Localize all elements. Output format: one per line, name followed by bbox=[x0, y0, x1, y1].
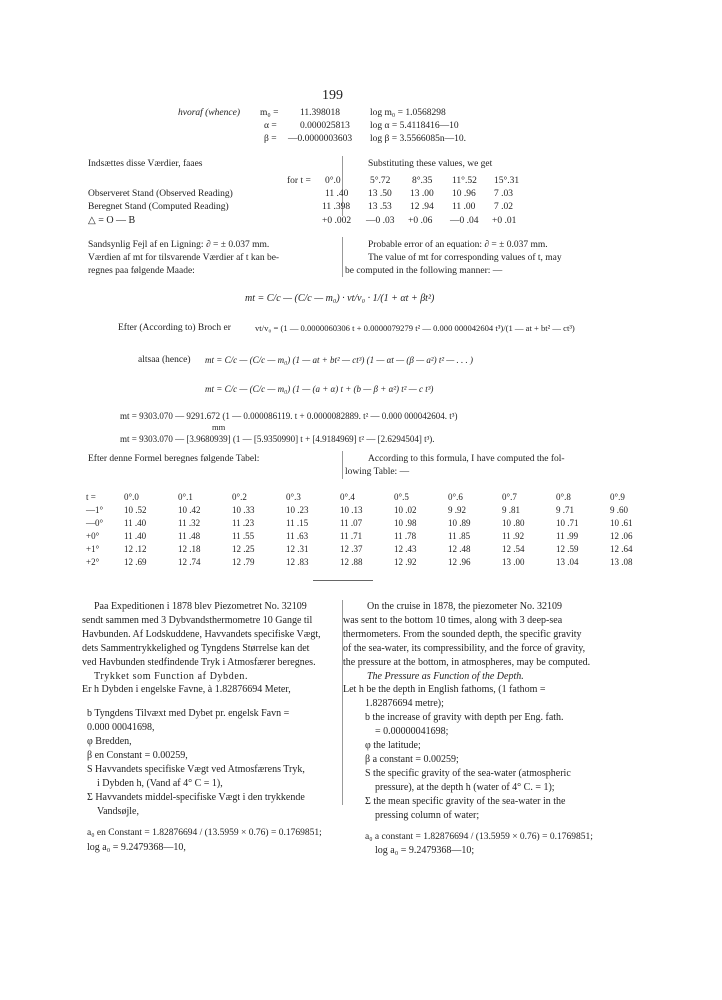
table-cell: 12 .64 bbox=[610, 543, 633, 554]
subst-delta-1: —0 .03 bbox=[366, 216, 395, 226]
table-cell: 13 .00 bbox=[502, 556, 525, 567]
table-cell: 12 .43 bbox=[394, 543, 417, 554]
formula-2: vt/v₀ = (1 — 0.0000060306 t + 0.0000079279 t² — 0.000 000042604 t³)/(1 — at + bt² — ct³) bbox=[255, 323, 575, 333]
table-cell: 12 .54 bbox=[502, 543, 525, 554]
table-cell: 12 .48 bbox=[448, 543, 471, 554]
table-cell: 11 .40 bbox=[124, 530, 147, 541]
probable-dk-1: Sandsynlig Fejl af en Ligning: ∂ = ± 0.037 mm. bbox=[88, 240, 270, 250]
table-cell: 9 .92 bbox=[448, 504, 466, 515]
formula-2-label: Efter (According to) Broch er bbox=[118, 323, 231, 333]
left-p2: sendt sammen med 3 Dybvandsthermometre 10 Gange til bbox=[82, 614, 313, 626]
table-header-cell: 0°.5 bbox=[394, 491, 409, 502]
right-def-Sigma2: pressing column of water; bbox=[375, 809, 480, 821]
left-p4: dets Sammentrykkelighed og Tyngdens Størrelse kan det bbox=[82, 642, 310, 654]
right-def-Sigma1: Σ the mean specific gravity of the sea-water in the bbox=[365, 795, 566, 807]
table-row bbox=[86, 503, 660, 516]
table-header-cell: 0°.0 bbox=[124, 491, 139, 502]
table-row-label: —1° bbox=[86, 504, 104, 515]
table-cell: 11 .15 bbox=[286, 517, 309, 528]
subst-comp-3: 11 .00 bbox=[452, 202, 476, 212]
table-row bbox=[86, 516, 660, 529]
left-def-S1: S Havvandets specifiske Vægt ved Atmosfærens Tryk, bbox=[87, 763, 305, 775]
formula-3: mt = C/c — (C/c — m₀) (1 — at + bt² — ct³) (1 — αt — (β — a²) t² — . . . ) bbox=[205, 355, 474, 365]
table-cell: 11 .07 bbox=[340, 517, 363, 528]
formula-5-unit: mm bbox=[212, 422, 226, 432]
left-def-beta: β en Constant = 0.00259, bbox=[87, 750, 188, 762]
table-header-row bbox=[86, 490, 660, 503]
table-cell: 12 .92 bbox=[394, 556, 417, 567]
right-def-h2: 1.82876694 metre); bbox=[365, 698, 444, 710]
formula-1: mt = C/c — (C/c — m₀) · vt/v₀ · 1/(1 + αt + βt²) bbox=[245, 293, 435, 304]
subst-delta-4: +0 .01 bbox=[492, 216, 517, 226]
table-row-label: +1° bbox=[86, 543, 100, 554]
table-cell: 12 .83 bbox=[286, 556, 309, 567]
table-cell: 11 .23 bbox=[232, 517, 255, 528]
left-def-h: Er h Dybden i engelske Favne, à 1.82876694 Meter, bbox=[82, 684, 291, 696]
probable-en-1: Probable error of an equation: ∂ = ± 0.037 mm. bbox=[368, 240, 548, 250]
table-row-label: +2° bbox=[86, 556, 100, 567]
table-cell: 11 .85 bbox=[448, 530, 471, 541]
table-cell: 11 .48 bbox=[178, 530, 201, 541]
table-cell: 9 .60 bbox=[610, 504, 628, 515]
table-intro-dk: Efter denne Formel beregnes følgende Tabel: bbox=[88, 454, 260, 464]
table-cell: 11 .55 bbox=[232, 530, 255, 541]
formula-3-label: altsaa (hence) bbox=[138, 355, 191, 365]
table-header-cell: 0°.1 bbox=[178, 491, 193, 502]
hence-lhs-beta: β = bbox=[264, 134, 277, 144]
table-header-cell: 0°.8 bbox=[556, 491, 571, 502]
left-def-b1: b Tyngdens Tilvæxt med Dybet pr. engelsk Favn = bbox=[87, 708, 290, 720]
formula-4: mt = C/c — (C/c — m₀) (1 — (a + α) t + (b — β + α²) t² — c t³) bbox=[205, 384, 434, 394]
subst-for-label: for t = bbox=[287, 176, 311, 186]
table-cell: 10 .80 bbox=[502, 517, 525, 528]
table-cell: 10 .61 bbox=[610, 517, 633, 528]
probable-dk-3: regnes paa følgende Maade: bbox=[88, 266, 195, 276]
left-def-Sigma1: Σ Havvandets middel-specifiske Vægt i den trykkende bbox=[87, 791, 305, 803]
subst-delta-0: +0 .002 bbox=[322, 216, 352, 226]
left-def-S2: i Dybden h, (Vand af 4° C = 1), bbox=[97, 777, 223, 789]
table-cell: 11 .32 bbox=[178, 517, 201, 528]
table-cell: 12 .96 bbox=[448, 556, 471, 567]
table-header-cell: 0°.6 bbox=[448, 491, 463, 502]
table-cell: 13 .08 bbox=[610, 556, 633, 567]
right-p1: On the cruise in 1878, the piezometer No. 32109 bbox=[367, 601, 562, 612]
table-cell: 10 .89 bbox=[448, 517, 471, 528]
subst-obs-0: 11 .40 bbox=[325, 189, 349, 199]
table-cell: 12 .18 bbox=[178, 543, 201, 554]
right-def-S1: S the specific gravity of the sea-water (atmospheric bbox=[365, 767, 571, 779]
right-column bbox=[343, 600, 613, 858]
table-cell: 13 .04 bbox=[556, 556, 579, 567]
left-p1: Paa Expeditionen i 1878 blev Piezometret No. 32109 bbox=[94, 601, 307, 612]
subst-t0: 0°.0 bbox=[325, 176, 341, 186]
right-p2: was sent to the bottom 10 times, along with 3 deep-sea bbox=[343, 614, 563, 626]
table-corner: t = bbox=[86, 491, 96, 502]
subst-comp-2: 12 .94 bbox=[410, 202, 434, 212]
table-row-label: +0° bbox=[86, 530, 100, 541]
subst-t4: 15°.31 bbox=[494, 176, 520, 186]
right-p3: thermometers. From the sounded depth, the specific gravity bbox=[343, 628, 582, 640]
table-row bbox=[86, 542, 660, 555]
subst-row-delta-label: △ = O — B bbox=[88, 215, 136, 226]
right-def-log-a0: log a₀ = 9.2479368—10; bbox=[375, 845, 475, 857]
hence-lhs-alpha: α = bbox=[264, 121, 277, 131]
subst-row-computed-label: Beregnet Stand (Computed Reading) bbox=[88, 202, 229, 212]
table-cell: 11 .78 bbox=[394, 530, 417, 541]
subst-comp-4: 7 .02 bbox=[494, 202, 513, 212]
table-cell: 10 .98 bbox=[394, 517, 417, 528]
table-cell: 12 .88 bbox=[340, 556, 363, 567]
table-cell: 12 .37 bbox=[340, 543, 363, 554]
subst-t3: 11°.52 bbox=[452, 176, 477, 186]
table-cell: 10 .71 bbox=[556, 517, 579, 528]
right-p5: the pressure at the bottom, in atmospheres, may be computed. bbox=[343, 656, 591, 668]
left-def-a0: a₀ en Constant = 1.82876694 / (13.5959 × 0.76) = 0.1769851; bbox=[87, 827, 322, 838]
hence-log-beta: log β = 3.5566085n—10. bbox=[370, 134, 466, 144]
table-intro-en-2: lowing Table: — bbox=[345, 467, 410, 477]
probable-en-2: The value of mt for corresponding values of t, may bbox=[368, 253, 562, 263]
table-cell: 10 .33 bbox=[232, 504, 255, 515]
table-cell: 12 .79 bbox=[232, 556, 255, 567]
table-cell: 10 .52 bbox=[124, 504, 147, 515]
table-cell: 12 .69 bbox=[124, 556, 147, 567]
subst-obs-1: 13 .50 bbox=[368, 189, 392, 199]
table-row-label: —0° bbox=[86, 517, 104, 528]
table-cell: 12 .12 bbox=[124, 543, 147, 554]
right-heading: The Pressure as Function of the Depth. bbox=[367, 670, 524, 682]
formula-6: mt = 9303.070 — [3.9680939] (1 — [5.9350990] t + [4.9184969] t² — [2.6294504] t³). bbox=[120, 434, 435, 444]
right-def-beta: β a constant = 0.00259; bbox=[365, 753, 459, 765]
hence-log-alpha: log α = 5.4118416—10 bbox=[370, 121, 459, 131]
table-header-cell: 0°.4 bbox=[340, 491, 355, 502]
subst-delta-2: +0 .06 bbox=[408, 216, 433, 226]
table-cell: 11 .92 bbox=[502, 530, 525, 541]
table-cell: 12 .06 bbox=[610, 530, 633, 541]
table-cell: 11 .40 bbox=[124, 517, 147, 528]
left-p5: ved Havbunden stedfindende Tryk i Atmosfærer beregnes. bbox=[82, 656, 316, 668]
subst-row-observed-label: Observeret Stand (Observed Reading) bbox=[88, 189, 233, 199]
right-def-phi: φ the latitude; bbox=[365, 740, 421, 752]
table-cell: 11 .99 bbox=[556, 530, 579, 541]
hence-val-beta: —0.0000003603 bbox=[288, 134, 353, 144]
table-header-cell: 0°.7 bbox=[502, 491, 517, 502]
hence-val-m0: 11.398018 bbox=[300, 108, 341, 118]
table-cell: 12 .59 bbox=[556, 543, 579, 554]
right-p4: of the sea-water, its compressibility, and the force of gravity, bbox=[343, 642, 586, 654]
table-header-cell: 0°.9 bbox=[610, 491, 625, 502]
probable-dk-2: Værdien af mt for tilsvarende Værdier af t kan be- bbox=[88, 253, 280, 263]
table-cell: 11 .63 bbox=[286, 530, 309, 541]
table-cell: 12 .25 bbox=[232, 543, 255, 554]
right-def-S2: pressure), at the depth h (water of 4° C. = 1); bbox=[375, 781, 555, 793]
table-row bbox=[86, 555, 660, 568]
subst-obs-4: 7 .03 bbox=[494, 189, 513, 199]
subst-obs-2: 13 .00 bbox=[410, 189, 434, 199]
table-cell: 10 .42 bbox=[178, 504, 201, 515]
subst-obs-3: 10 .96 bbox=[452, 189, 476, 199]
left-def-phi: φ Bredden, bbox=[87, 736, 132, 748]
table-cell: 12 .74 bbox=[178, 556, 201, 567]
left-heading: Trykket som Function af Dybden. bbox=[94, 670, 249, 682]
table-cell: 10 .13 bbox=[340, 504, 363, 515]
left-column bbox=[82, 600, 332, 854]
probable-en-3: be computed in the following manner: — bbox=[345, 266, 503, 276]
right-def-h1: Let h be the depth in English fathoms, (1 fathom = bbox=[343, 684, 546, 696]
table-intro-en-1: According to this formula, I have computed the fol- bbox=[368, 454, 565, 464]
table-cell: 9 .81 bbox=[502, 504, 520, 515]
depth-table bbox=[86, 490, 660, 568]
hence-log-m0: log m₀ = 1.0568298 bbox=[370, 108, 446, 118]
subst-comp-0: 11 .398 bbox=[322, 202, 351, 212]
left-def-log-a0: log a₀ = 9.2479368—10, bbox=[87, 841, 186, 853]
right-def-a0: a₀ a constant = 1.82876694 / (13.5959 × 0.76) = 0.1769851; bbox=[365, 831, 593, 842]
subst-t2: 8°.35 bbox=[412, 176, 433, 186]
subst-comp-1: 13 .53 bbox=[368, 202, 392, 212]
hence-lhs-m0: m₀ = bbox=[260, 108, 279, 118]
subst-t1: 5°.72 bbox=[370, 176, 391, 186]
table-header-cell: 0°.3 bbox=[286, 491, 301, 502]
table-cell: 9 .71 bbox=[556, 504, 574, 515]
table-cell: 12 .31 bbox=[286, 543, 309, 554]
subst-delta-3: —0 .04 bbox=[450, 216, 479, 226]
hence-label: hvoraf (whence) bbox=[178, 108, 240, 118]
left-p3: Havbunden. Af Lodskuddene, Havvandets specifiske Vægt, bbox=[82, 628, 321, 640]
table-cell: 10 .02 bbox=[394, 504, 417, 515]
left-def-b2: 0.000 00041698, bbox=[87, 722, 155, 734]
right-def-b: b the increase of gravity with depth per Eng. fath. bbox=[365, 712, 564, 724]
table-cell: 11 .71 bbox=[340, 530, 363, 541]
hence-val-alpha: 0.000025813 bbox=[300, 121, 350, 131]
left-def-Sigma2: Vandsøjle, bbox=[97, 805, 139, 817]
table-header-cell: 0°.2 bbox=[232, 491, 247, 502]
formula-5: mt = 9303.070 — 9291.672 (1 — 0.000086119. t + 0.0000082889. t² — 0.000 000042604. t³) bbox=[120, 411, 458, 421]
right-def-b2: = 0.00000041698; bbox=[375, 726, 449, 738]
table-cell: 10 .23 bbox=[286, 504, 309, 515]
subst-dk: Indsættes disse Værdier, faaes bbox=[88, 159, 203, 169]
subst-en: Substituting these values, we get bbox=[368, 159, 493, 169]
page-number: 199 bbox=[322, 88, 343, 103]
table-row bbox=[86, 529, 660, 542]
